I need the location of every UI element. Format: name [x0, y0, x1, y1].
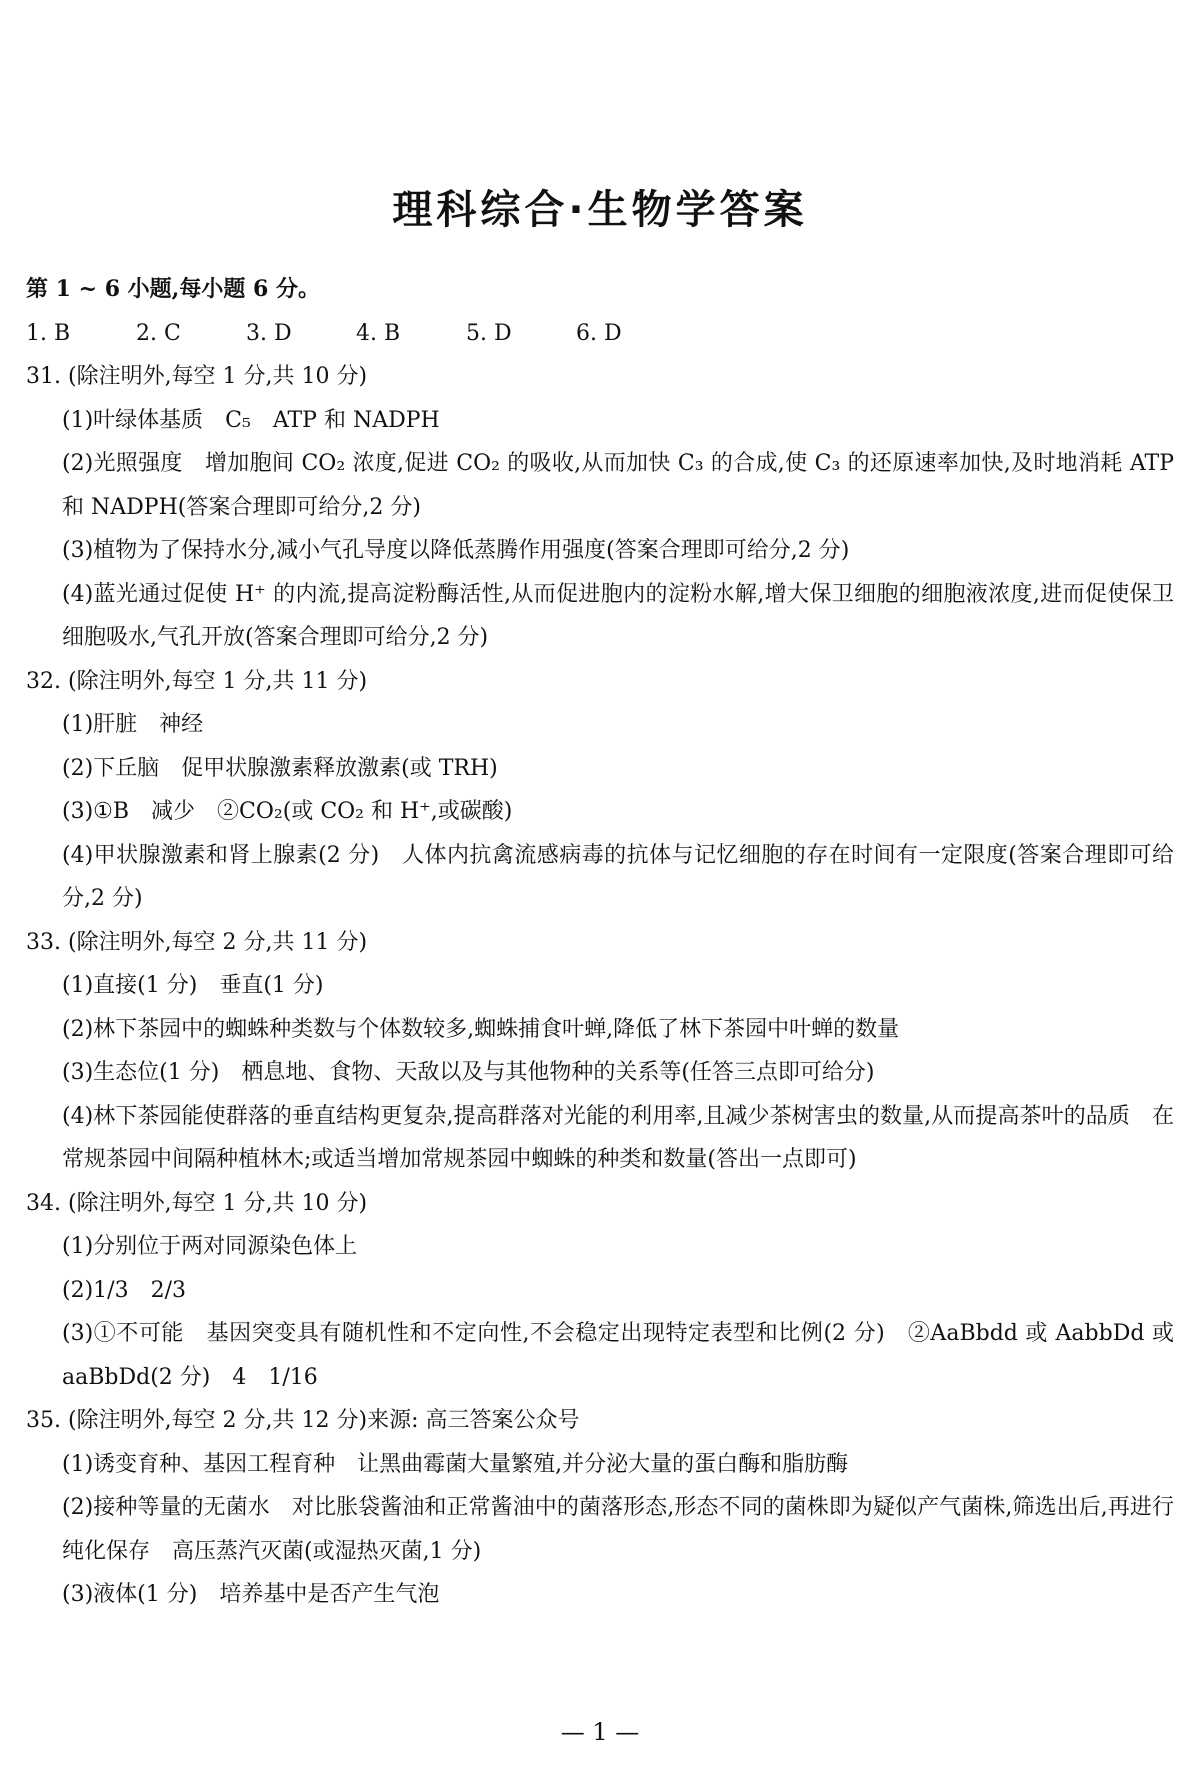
q32-part-4: (4)甲状腺激素和肾上腺素(2 分) 人体内抗禽流感病毒的抗体与记忆细胞的存在时间有一定限度(答案合理即可给分,2 分): [62, 842, 1174, 911]
q32-part-3: (3)①B 减少 ②CO₂(或 CO₂ 和 H⁺,或碳酸): [62, 799, 513, 824]
q33-part-1: (1)直接(1 分) 垂直(1 分): [62, 973, 324, 998]
mc-header: 第 1 ~ 6 小题,每小题 6 分。: [26, 276, 320, 302]
q32-part-2: (2)下丘脑 促甲状腺激素释放激素(或 TRH): [62, 755, 498, 781]
q35-part-1: (1)诱变育种、基因工程育种 让黑曲霉菌大量繁殖,并分泌大量的蛋白酶和脂肪酶: [62, 1451, 849, 1477]
q34-part-1: (1)分别位于两对同源染色体上: [62, 1234, 358, 1259]
mc-answer: 1. B: [26, 320, 71, 346]
mc-answer: 4. B: [356, 320, 401, 346]
mc-answer: 5. D: [466, 320, 512, 346]
answer-content: [26, 268, 1174, 1617]
page-title: 理科综合·生物学答案: [392, 187, 808, 233]
mc-answer: 3. D: [246, 320, 292, 346]
page-number: — 1 —: [560, 1718, 640, 1746]
q31-part-2: (2)光照强度 增加胞间 CO₂ 浓度,促进 CO₂ 的吸收,从而加快 C₃ 的合成,使 C₃ 的还原速率加快,及时地消耗 ATP 和 NADPH(答案合理即可给分,2 分): [62, 451, 1174, 520]
q35-part-2: (2)接种等量的无菌水 对比胀袋酱油和正常酱油中的菌落形态,形态不同的菌株即为疑似产气菌株,筛选出后,再进行纯化保存 高压蒸汽灭菌(或湿热灭菌,1 分): [62, 1495, 1174, 1564]
q31-part-3: (3)植物为了保持水分,减小气孔导度以降低蒸腾作用强度(答案合理即可给分,2 分): [62, 538, 850, 563]
mc-answers: [26, 312, 1174, 356]
q34-header: 34. (除注明外,每空 1 分,共 10 分): [26, 1190, 368, 1216]
mc-answer: 2. C: [136, 320, 181, 346]
q34-part-2: (2)1/3 2/3: [62, 1277, 186, 1303]
q31-header: 31. (除注明外,每空 1 分,共 10 分): [26, 364, 368, 389]
q32-part-1: (1)肝脏 神经: [62, 712, 204, 737]
q32-header: 32. (除注明外,每空 1 分,共 11 分): [26, 668, 368, 694]
q33-part-2: (2)林下茶园中的蜘蛛种类数与个体数较多,蜘蛛捕食叶蝉,降低了林下茶园中叶蝉的数量: [62, 1016, 900, 1042]
q31-part-4: (4)蓝光通过促使 H⁺ 的内流,提高淀粉酶活性,从而促进胞内的淀粉水解,增大保卫细胞的细胞液浓度,进而促使保卫细胞吸水,气孔开放(答案合理即可给分,2 分): [62, 581, 1174, 650]
q34-part-3: (3)①不可能 基因突变具有随机性和不定向性,不会稳定出现特定表型和比例(2 分) ②AaBbdd 或 AabbDd 或 aaBbDd(2 分) 4 1/16: [62, 1321, 1174, 1390]
q33-part-3: (3)生态位(1 分) 栖息地、食物、天敌以及与其他物种的关系等(任答三点即可给分): [62, 1060, 875, 1085]
q35-part-3: (3)液体(1 分) 培养基中是否产生气泡: [62, 1582, 440, 1607]
q33-header: 33. (除注明外,每空 2 分,共 11 分): [26, 929, 368, 955]
q33-part-4: (4)林下茶园能使群落的垂直结构更复杂,提高群落对光能的利用率,且减少茶树害虫的数量,从而提高茶叶的品质 在常规茶园中间隔种植林木;或适当增加常规茶园中蜘蛛的种类和数量(答出一点即可): [62, 1103, 1174, 1172]
q31-part-1: (1)叶绿体基质 C₅ ATP 和 NADPH: [62, 407, 440, 433]
mc-answer: 6. D: [576, 320, 622, 346]
q35-header: 35. (除注明外,每空 2 分,共 12 分)来源: 高三答案公众号: [26, 1408, 580, 1433]
